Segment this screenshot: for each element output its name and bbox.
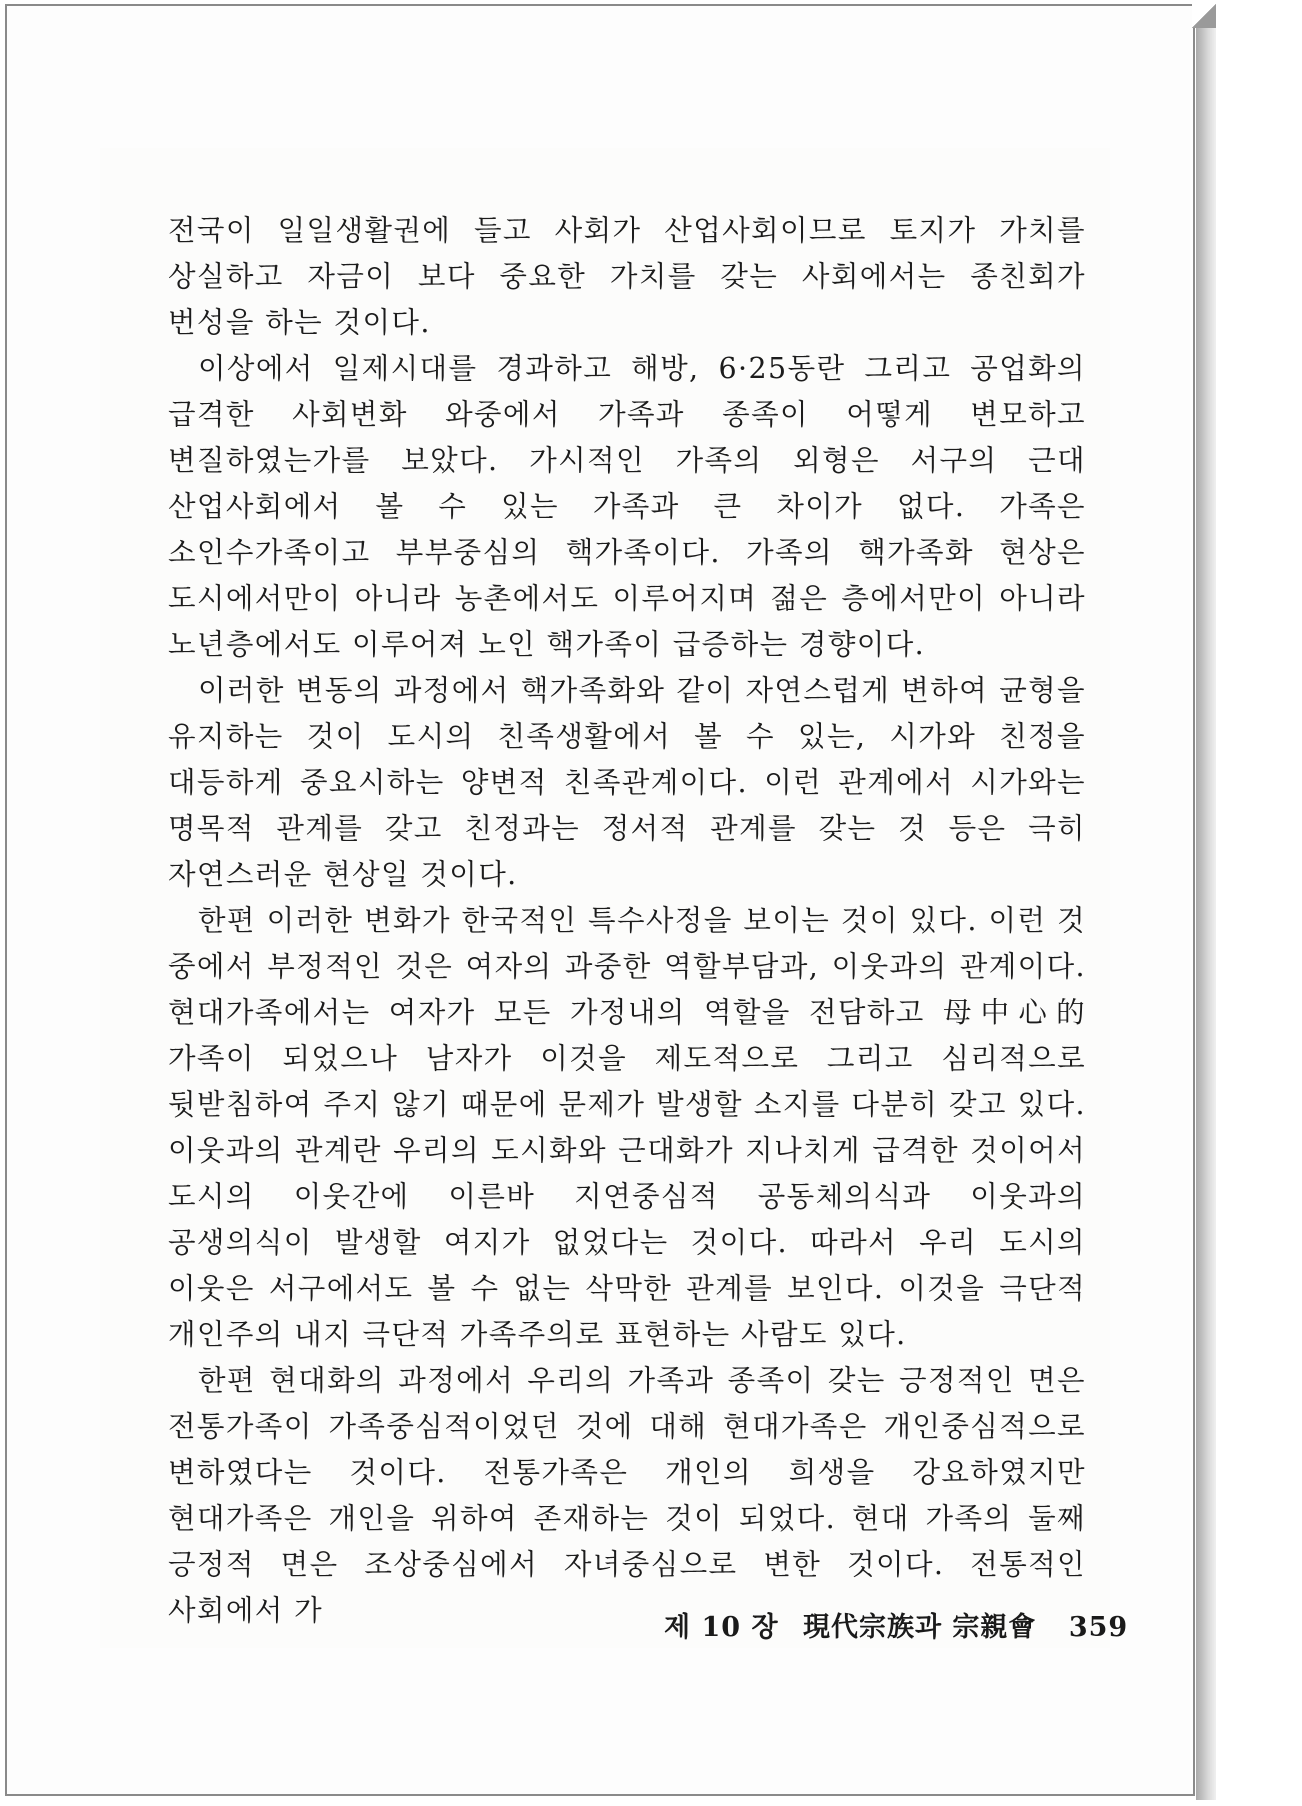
page-number: 359 — [1068, 1612, 1129, 1643]
page-corner-fold — [1192, 4, 1216, 28]
footer-title: 現代宗族과 宗親會 — [802, 1612, 1037, 1643]
paragraph-5: 한편 현대화의 과정에서 우리의 가족과 종족이 갖는 긍정적인 면은 전통가족이 가족중심적이었던 것에 대해 현대가족은 개인중심적으로 변하였다는 것이다. 전통가족은 개인의 희생을 강요하였지만 현대가족은 개인을 위하여 존재하는 것이 되었다. 현대 가족의 둘째 긍정적 면은 조상중심에서 자녀중심으로 변한 것이다. 전통적인 사회에서 가 — [168, 1364, 1086, 1627]
paragraph-2: 이상에서 일제시대를 경과하고 해방, 6·25동란 그리고 공업화의 급격한 사회변화 와중에서 가족과 종족이 어떻게 변모하고 변질하였는가를 보았다. 가시적인 가족의 외형은 서구의 근대 산업사회에서 볼 수 있는 가족과 큰 차이가 없다. 가족은 소인수가족이고 부부중심의 핵가족이다. 가족의 핵가족화 현상은 도시에서만이 아니라 농촌에서도 이루어지며 젊은 층에서만이 아니라 노년층에서도 이루어져 노인 핵가족이 급증하는 경향이다. — [168, 352, 1086, 661]
paragraph-3: 이러한 변동의 과정에서 핵가족화와 같이 자연스럽게 변하여 균형을 유지하는 것이 도시의 친족생활에서 볼 수 있는, 시가와 친정을 대등하게 중요시하는 양변적 친족관계이다. 이런 관계에서 시가와는 명목적 관계를 갖고 친정과는 정서적 관계를 갖는 것 등은 극히 자연스러운 현상일 것이다. — [168, 674, 1086, 891]
paragraph-4: 한편 이러한 변화가 한국적인 특수사정을 보이는 것이 있다. 이런 것 중에서 부정적인 것은 여자의 과중한 역할부담과, 이웃과의 관계이다. 현대가족에서는 여자가 모든 가정내의 역할을 전담하고 母中心的 가족이 되었으나 남자가 이것을 제도적으로 그리고 심리적으로 뒷받침하여 주지 않기 때문에 문제가 발생할 소지를 다분히 갖고 있다. 이웃과의 관계란 우리의 도시화와 근대화가 지나치게 급격한 것이어서 도시의 이웃간에 이른바 지연중심적 공동체의식과 이웃과의 공생의식이 발생할 여지가 없었다는 것이다. 따라서 우리 도시의 이웃은 서구에서도 볼 수 없는 삭막한 관계를 보인다. 이것을 극단적 개인주의 내지 극단적 가족주의로 표현하는 사람도 있다. — [168, 904, 1086, 1351]
page-edge-shadow — [1196, 14, 1216, 1800]
running-footer — [650, 1605, 1129, 1644]
body-text — [168, 208, 1086, 1634]
footer-chapter: 제 10 장 — [664, 1612, 779, 1643]
paragraph-1: 전국이 일일생활권에 들고 사회가 산업사회이므로 토지가 가치를 상실하고 자금이 보다 중요한 가치를 갖는 사회에서는 종친회가 번성을 하는 것이다. — [168, 214, 1086, 339]
